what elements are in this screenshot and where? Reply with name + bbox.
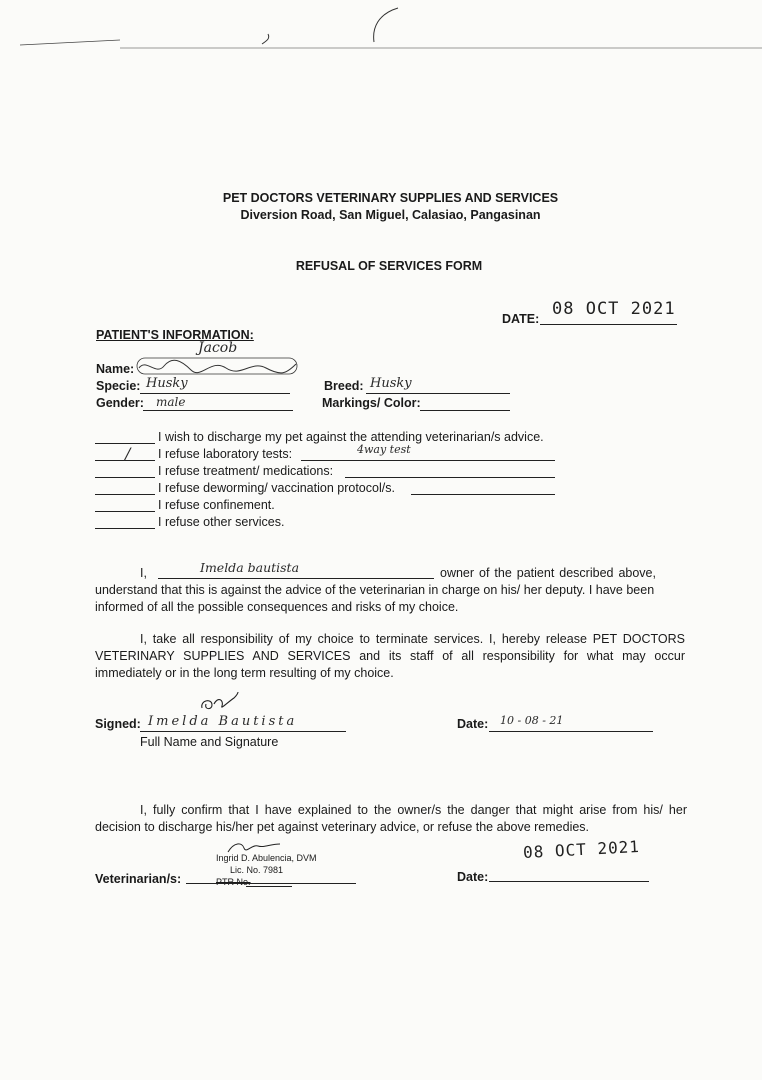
owner-name-line xyxy=(158,578,434,579)
date-line xyxy=(540,324,677,325)
name-label: Name: xyxy=(96,362,135,376)
vet-line xyxy=(186,883,356,884)
vet-stamp-name: Ingrid D. Abulencia, DVM xyxy=(216,853,317,863)
specie-value: Husky xyxy=(146,376,188,391)
specie-line xyxy=(140,393,290,394)
breed-value: Husky xyxy=(370,376,412,391)
check-line xyxy=(95,528,155,529)
owner-signature-icon xyxy=(198,690,244,714)
date-stamp: 08 OCT 2021 xyxy=(552,299,676,319)
option-row xyxy=(95,464,565,481)
gender-value: male xyxy=(156,395,186,409)
owner-date-label: Date: xyxy=(457,717,489,731)
option-row xyxy=(95,430,565,447)
check-line xyxy=(95,511,155,512)
option-text: I refuse treatment/ medications: xyxy=(158,464,334,478)
owner-name-value: Imelda bautista xyxy=(200,560,300,575)
company-address: Diversion Road, San Miguel, Calasiao, Pangasinan xyxy=(240,208,541,222)
vet-stamp-lic: Lic. No. 7981 xyxy=(230,865,284,875)
option-text: I refuse confinement. xyxy=(158,498,275,512)
signed-label: Signed: xyxy=(95,717,141,731)
company-name: PET DOCTORS VETERINARY SUPPLIES AND SERVICES xyxy=(222,191,559,205)
option-row xyxy=(95,515,565,532)
breed-line xyxy=(366,393,510,394)
owner-date-line xyxy=(489,731,653,732)
patient-info-title: PATIENT'S INFORMATION: xyxy=(96,328,254,342)
option-text: I refuse laboratory tests: xyxy=(158,447,293,461)
vet-stamp-ptr-line xyxy=(246,886,292,887)
option-text: I refuse other services. xyxy=(158,515,285,529)
specie-label: Specie: xyxy=(96,379,141,393)
vet-date-stamp: 08 OCT 2021 xyxy=(522,836,641,863)
confirmation-paragraph: I, fully confirm that I have explained to the owner/s the danger that might arise from his/ her decision to discharge his/her pet against veterinary advice, or refuse the above remedies. xyxy=(95,803,687,834)
statement-i-label: I, xyxy=(140,566,147,580)
form-title: REFUSAL OF SERVICES FORM xyxy=(295,259,483,273)
scan-marks xyxy=(0,0,762,60)
owner-date-value: 10 - 08 - 21 xyxy=(500,714,564,727)
signed-value: Imelda Bautista xyxy=(148,714,298,729)
check-mark: / xyxy=(125,444,131,463)
detail-line xyxy=(411,494,555,495)
date-label: DATE: xyxy=(502,312,540,326)
option-row xyxy=(95,481,565,498)
vet-date-line xyxy=(489,881,649,882)
detail-line xyxy=(345,477,555,478)
vet-date-label: Date: xyxy=(457,870,489,884)
gender-line xyxy=(143,410,293,411)
statement-line1: owner of the patient described above, xyxy=(440,566,656,580)
check-line xyxy=(95,477,155,478)
statement-line2: understand that this is against the advice of the veterinarian in charge on his/ her deputy. I have been xyxy=(95,583,655,597)
signed-line xyxy=(140,731,346,732)
release-paragraph: I, take all responsibility of my choice to terminate services. I, hereby release PET DOCTORS VETERINARY SUPPLIES AND SERVICES and its staff of all responsibility for what may occur immediately or in the long term resulting of my choice. xyxy=(95,632,685,680)
vet-label: Veterinarian/s: xyxy=(95,872,182,886)
option-text: I refuse deworming/ vaccination protocol/s. xyxy=(158,481,395,495)
name-value: Jacob xyxy=(198,340,238,356)
detail-line xyxy=(301,460,555,461)
option-row xyxy=(95,498,565,515)
gender-label: Gender: xyxy=(96,396,144,410)
markings-label: Markings/ Color: xyxy=(322,396,421,410)
name-scribble xyxy=(136,356,301,378)
option-detail: 4way test xyxy=(357,443,411,456)
vet-stamp-ptr: PTR No. xyxy=(216,877,251,887)
signed-caption: Full Name and Signature xyxy=(140,735,279,749)
statement-line3: informed of all the possible consequences and risks of my choice. xyxy=(95,600,459,614)
markings-line xyxy=(420,410,510,411)
option-row xyxy=(95,443,565,464)
option-text: I wish to discharge my pet against the attending veterinarian/s advice. xyxy=(158,430,544,444)
breed-label: Breed: xyxy=(324,379,364,393)
check-line xyxy=(95,494,155,495)
